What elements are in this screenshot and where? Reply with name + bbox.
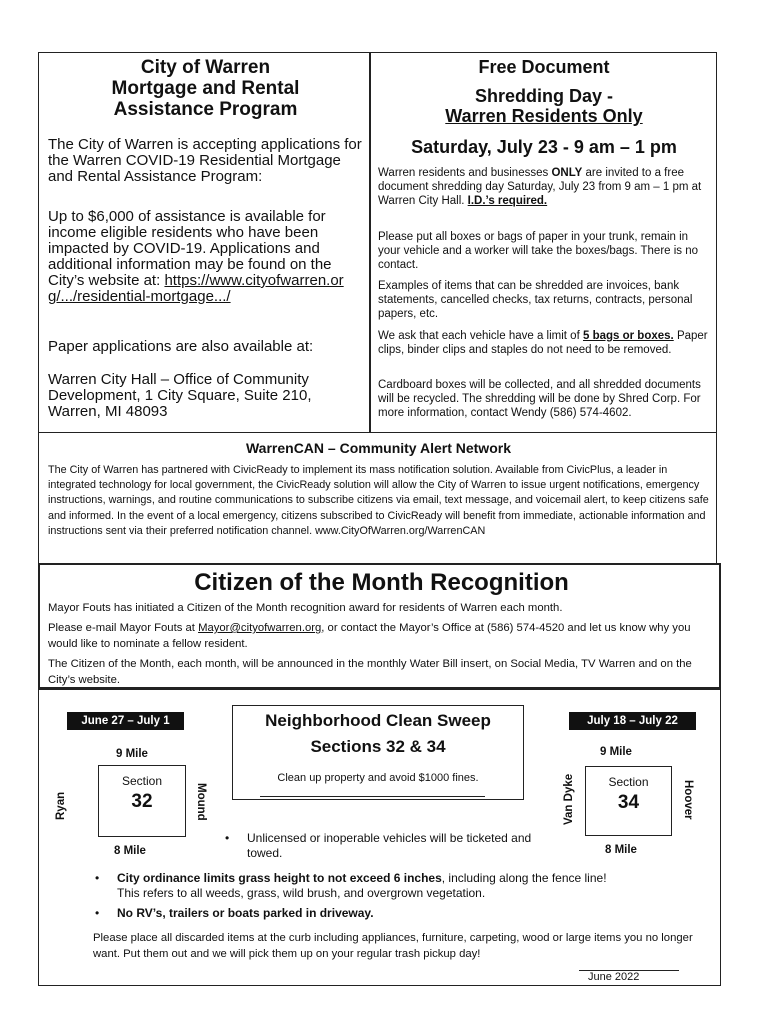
section-34-box	[585, 766, 672, 836]
shred-title-2-prefix: Shredding Day -	[474, 86, 613, 106]
mortgage-assistance-section	[38, 52, 371, 433]
shred-date: Saturday, July 23 - 9 am – 1 pm	[411, 137, 677, 157]
right-date-tag: July 18 – July 22	[569, 712, 696, 730]
mortgage-paper-note: Paper applications are also available at:	[48, 338, 314, 355]
footer-date: June 2022	[588, 971, 640, 983]
citizen-paragraph-1: Mayor Fouts has initiated a Citizen of the Month recognition award for residents of Warren each month.	[48, 602, 563, 614]
warrencan-title: WarrenCAN – Community Alert Network	[245, 440, 511, 456]
bullet-grass	[95, 871, 717, 901]
mortgage-website-link[interactable]: https://www.cityofwarren.org/.../residential-mortgage.../	[48, 272, 344, 305]
left-east-road: Mound	[195, 783, 207, 821]
clean-sweep-title-box	[232, 705, 524, 800]
warrencan-text: The City of Warren has partnered with CivicReady to implement its mass notification solution. Available from CivicPlus, a leader in integrated technology for local government, the CivicReady solution will allow the City of Warren to issue urgent notifications, emergency instructions, warnings, and routine communications to subscribe citizens via email, text message, and voicemail alert, to keep citizens safe and informed. In the event of a local emergency, citizens subscribed to CivicReady will benefit from immediate, actionable information and instructions sent via their preferred notification channel. www.CityOfWarren.org/WarrenCAN	[48, 464, 709, 537]
shredding-day-section	[369, 52, 717, 433]
shred-title-2	[444, 86, 644, 126]
shred-p4-text-a: We ask that each vehicle have a limit of	[378, 330, 583, 342]
mortgage-title-line-1: City of Warren	[140, 57, 271, 78]
clean-sweep-closing: Please place all discarded items at the curb including appliances, furniture, carpeting, wood or large items you no longer want. Put them out and we will pick them up on your regular trash pickup day!	[93, 932, 693, 960]
shred-p4-text-c: Paper clips, binder clips and staples do not need to be removed.	[378, 330, 708, 356]
bullet-grass-rest: , including along the fence line!	[441, 871, 607, 885]
bullet-dot: •	[95, 906, 100, 920]
section-34-label: Section	[608, 775, 649, 789]
citizen-paragraph-3: The Citizen of the Month, each month, will be announced in the monthly Water Bill insert, on Social Media, TV Warren and on the City’s website.	[48, 658, 692, 686]
clean-sweep-section	[38, 689, 721, 986]
shred-p4-limit: 5 bags or boxes.	[582, 330, 674, 342]
citizen-p2-text-b: , or contact the Mayor’s Office at (586) 574-4520 and let us know why you would like to nominate a fellow resident.	[48, 622, 691, 650]
section-32-label: Section	[121, 774, 163, 788]
mortgage-address: Warren City Hall – Office of Community Development, 1 City Square, Suite 210, Warren, MI 48093	[48, 371, 312, 420]
shred-title-2-underlined: Warren Residents Only	[445, 106, 643, 126]
clean-sweep-fine-note: Clean up property and avoid $1000 fines.	[277, 772, 479, 784]
bullet-rv	[95, 906, 717, 921]
shred-p1-id-required: I.D.’s required.	[467, 195, 548, 207]
clean-sweep-sections: Sections 32 & 34	[310, 737, 446, 756]
mortgage-body-text: Up to $6,000 of assistance is available for income eligible residents who have been impacted by COVID-19. Applications and additional information may be found on the City’s website at:	[48, 208, 332, 289]
bullet-rv-text: No RV’s, trailers or boats parked in driveway.	[117, 906, 374, 920]
right-west-road: Van Dyke	[563, 773, 575, 825]
shred-p1-text-a: Warren residents and businesses	[378, 167, 552, 179]
citizen-p2-text-a: Please e-mail Mayor Fouts at	[48, 622, 199, 634]
bullet-vehicles-text: Unlicensed or inoperable vehicles will be ticketed and towed.	[247, 831, 532, 860]
bullet-grass-sub: This refers to all weeds, grass, wild brush, and overgrown vegetation.	[117, 886, 486, 900]
left-date-tag: June 27 – July 1	[67, 712, 184, 730]
left-west-road: Ryan	[55, 791, 67, 820]
shred-p1-text-c: are invited to a free document shredding day Saturday, July 23 from 9 am – 1 pm at Warren City Hall.	[378, 167, 702, 207]
shred-paragraph-3: Examples of items that can be shredded are invoices, bank statements, cancelled checks, tax returns, contracts, personal papers, etc.	[378, 280, 693, 320]
shred-paragraph-2: Please put all boxes or bags of paper in your trunk, remain in your vehicle and a worker will take the boxes/bags. There is no contact.	[378, 231, 699, 271]
right-south-road: 8 Mile	[605, 844, 637, 856]
right-east-road: Hoover	[682, 780, 694, 820]
mortgage-title-line-2: Mortgage and Rental	[111, 78, 300, 99]
left-north-road: 9 Mile	[116, 748, 148, 760]
shred-p1-only: ONLY	[551, 167, 583, 179]
bullet-grass-bold: City ordinance limits grass height to not exceed 6 inches	[117, 871, 442, 885]
section-32-number: 32	[131, 791, 153, 812]
left-south-road: 8 Mile	[114, 845, 146, 857]
citizen-title: Citizen of the Month Recognition	[194, 569, 569, 596]
mortgage-intro: The City of Warren is accepting applications for the Warren COVID-19 Residential Mortgage and Rental Assistance Program:	[48, 136, 362, 185]
bullet-dot: •	[225, 831, 230, 845]
mortgage-title-line-3: Assistance Program	[113, 99, 298, 120]
citizen-of-month-section	[38, 563, 721, 689]
bullet-dot: •	[95, 871, 100, 885]
title-divider	[260, 796, 485, 797]
right-north-road: 9 Mile	[600, 746, 632, 758]
mortgage-body	[48, 209, 368, 305]
shred-paragraph-1	[378, 166, 711, 208]
section-34-number: 34	[617, 792, 640, 813]
shred-title-1: Free Document	[478, 57, 610, 77]
section-32-box	[98, 765, 186, 837]
warrencan-section	[38, 432, 717, 564]
clean-sweep-title: Neighborhood Clean Sweep	[265, 711, 491, 730]
mayor-email-link[interactable]: Mayor@cityofwarren.org	[198, 622, 322, 634]
shred-paragraph-4	[378, 329, 711, 357]
bullet-vehicles	[225, 831, 547, 861]
shred-paragraph-5: Cardboard boxes will be collected, and all shredded documents will be recycled. The shredding will be done by Shred Corp. For more information, contact Wendy (586) 574-4602.	[378, 379, 701, 419]
citizen-paragraph-2	[48, 621, 716, 652]
